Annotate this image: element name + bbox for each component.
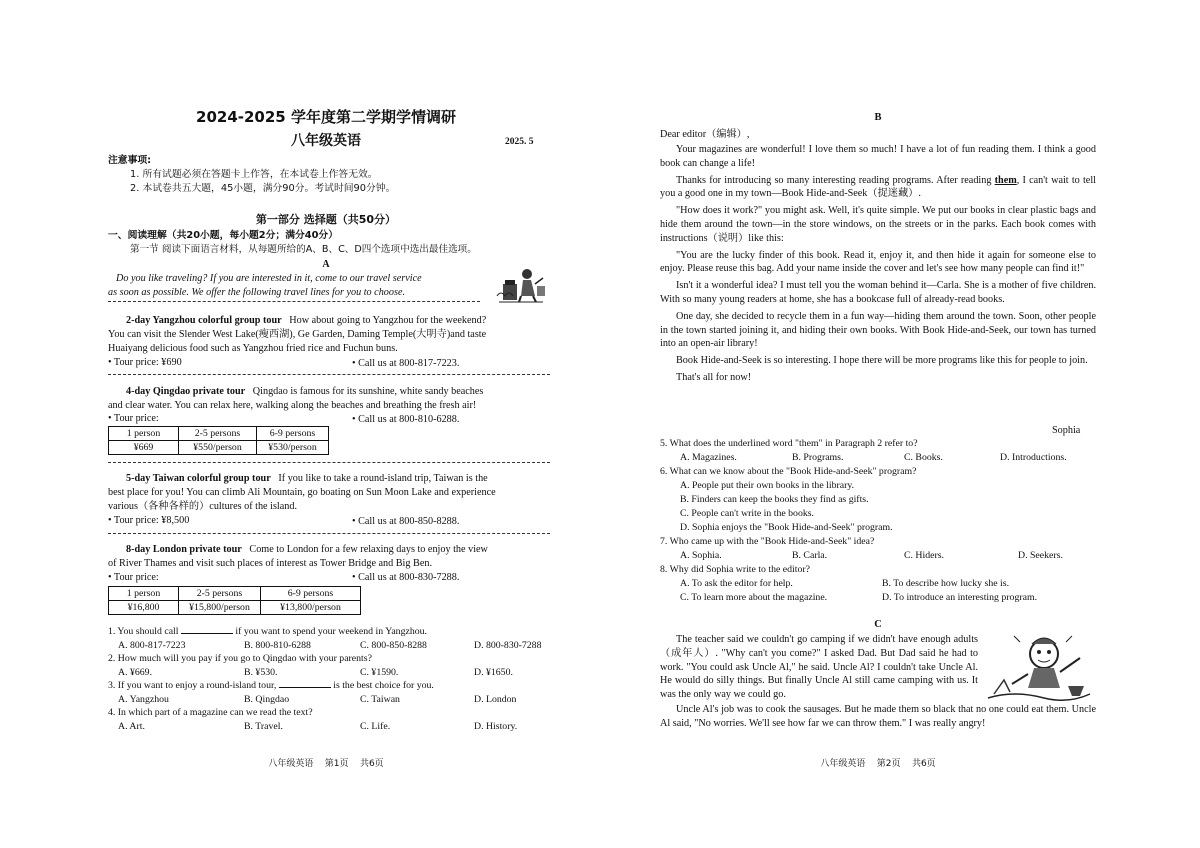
tour-qingdao-call: • Call us at 800-810-6288. [352, 414, 460, 425]
option-b[interactable]: B. Programs. [792, 452, 844, 463]
tour-qingdao-price-label: • Tour price: [108, 413, 159, 424]
page-footer: 八年级英语 第1页 共6页 [268, 759, 384, 769]
answer-blank [279, 679, 331, 688]
option-d[interactable]: D. London [474, 694, 517, 705]
question-3-text: 3. If you want to enjoy a round-island tour, [108, 680, 277, 691]
question-7-options [680, 549, 1063, 563]
divider-3 [108, 533, 550, 534]
page-2 [658, 0, 1098, 848]
table-cell: 6-9 persons [257, 427, 329, 441]
question-6-option-c[interactable]: C. People can't write in the books. [680, 508, 814, 519]
option-a[interactable]: A. To ask the editor for help. [680, 578, 793, 589]
underlined-word-them: them [994, 174, 1017, 186]
letter-signature: Sophia [1052, 425, 1081, 436]
paragraph-2-end: , I can't wait to tell you a good one in my town—Book Hide-and-Seek（捉迷藏）. [660, 174, 1096, 200]
question-4: 4. In which part of a magazine can we read the text? [108, 707, 313, 718]
tour-yangzhou-line-3: Huaiyang delicious food such as Yangzhou fried rice and Fuchun buns. [108, 342, 398, 354]
divider-2 [108, 462, 550, 463]
option-b[interactable]: B. To describe how lucky she is. [882, 578, 1010, 589]
table-cell: ¥530/person [257, 441, 329, 455]
tour-qingdao [108, 385, 548, 413]
table-cell: 1 person [109, 587, 179, 601]
option-a[interactable]: A. ¥669. [118, 667, 153, 678]
option-c[interactable]: C. ¥1590. [360, 667, 399, 678]
tour-london-call: • Call us at 800-830-7288. [352, 572, 460, 583]
table-header-row [109, 427, 329, 441]
question-5-options [680, 451, 1067, 465]
exam-date: 2025. 5 [505, 137, 534, 147]
table-row [109, 601, 361, 615]
tour-london [108, 543, 548, 571]
tour-yangzhou-price: • Tour price: ¥690 [108, 357, 182, 368]
section-one-instruction: 第一节 阅读下面语言材料，从每题所给的A、B、C、D四个选项中选出最佳选项。 [130, 244, 477, 255]
tour-taiwan-line-1: If you like to take a round-island trip, Taiwan is the [278, 473, 488, 484]
passage-c-paragraph-1: The teacher said we couldn't go camping if we didn't have enough adults（成年人）. "Why can't you come?" I asked Dad. But Dad said he had to work. "You could ask Uncle Al," he said. Uncle Al? I couldn't take Uncle Al. He would do silly things. But finally Uncle Al still came camping with us. It was the only way we could go. [660, 634, 978, 701]
traveler-illustration [495, 266, 547, 304]
question-1-options [118, 639, 541, 653]
notice-1: 1. 所有试题必须在答题卡上作答，在本试卷上作答无效。 [130, 169, 378, 180]
tour-yangzhou-line-1: How about going to Yangzhou for the weekend? [289, 315, 487, 326]
option-d[interactable]: D. ¥1650. [474, 667, 513, 678]
camping-illustration [984, 628, 1094, 704]
tour-yangzhou [108, 314, 548, 355]
tour-london-price-label: • Tour price: [108, 572, 159, 583]
question-3-options [118, 693, 516, 707]
table-cell: ¥15,800/person [179, 601, 261, 615]
table-cell: 2-5 persons [179, 427, 257, 441]
letter-paragraph-5: Isn't it a wonderful idea? I must tell you the woman behind it—Carla. She is a mother of five children. With so many young readers at home, she has a bookcase full of already-read books. [660, 280, 1096, 305]
letter-paragraph-7: Book Hide-and-Seek is so interesting. I hope there will be more programs like this for people to join. [676, 355, 1088, 367]
question-2: 2. How much will you pay if you go to Qingdao with your parents? [108, 653, 372, 664]
table-row [109, 441, 329, 455]
tour-taiwan-line-3: various（各种各样的）cultures of the island. [108, 500, 298, 512]
table-cell: 2-5 persons [179, 587, 261, 601]
table-cell: 1 person [109, 427, 179, 441]
question-4-options [118, 720, 517, 734]
option-b[interactable]: B. ¥530. [244, 667, 278, 678]
question-7: 7. Who came up with the "Book Hide-and-Seek" idea? [660, 536, 875, 547]
tour-london-name: 8-day London private tour [126, 544, 242, 555]
option-d[interactable]: D. Introductions. [1000, 452, 1067, 463]
section-one-heading: 一、阅读理解（共20小题，每小题2分；满分40分） [108, 230, 339, 241]
question-8-options-row-2 [680, 591, 1037, 605]
option-d[interactable]: D. History. [474, 721, 518, 732]
passage-c-label: C [874, 619, 882, 630]
table-cell: ¥669 [109, 441, 179, 455]
option-b[interactable]: B. 800-810-6288 [244, 640, 311, 651]
table-header-row [109, 587, 361, 601]
option-b[interactable]: B. Qingdao [244, 694, 290, 705]
question-1-text-end: if you want to spend your weekend in Yangzhou. [235, 626, 427, 637]
question-2-options [118, 666, 513, 680]
option-c[interactable]: C. 800-850-8288 [360, 640, 427, 651]
question-8: 8. Why did Sophia write to the editor? [660, 564, 811, 575]
exam-title: 2024-2025 学年度第二学期学情调研 [196, 108, 456, 126]
table-cell: 6-9 persons [261, 587, 361, 601]
tour-qingdao-line-1: Qingdao is famous for its sunshine, white sandy beaches [252, 386, 484, 397]
option-b[interactable]: B. Travel. [244, 721, 283, 732]
tour-taiwan [108, 472, 548, 513]
passage-c-paragraph-2: Uncle Al's job was to cook the sausages. But he made them so black that no one could eat them. Uncle Al said, "No worries. We'll see how far we can throw them." I was really angry! [660, 704, 1096, 729]
letter-paragraph-8: That's all for now! [676, 371, 752, 383]
option-d[interactable]: D. To introduce an interesting program. [882, 592, 1038, 603]
passage-b-label: B [874, 112, 882, 123]
tour-taiwan-call: • Call us at 800-850-8288. [352, 516, 460, 527]
option-a[interactable]: A. Yangzhou [118, 694, 169, 705]
letter-paragraph-2 [660, 174, 1096, 202]
intro-line-2: as soon as possible. We offer the following travel lines for you to choose. [108, 287, 406, 298]
question-3-text-end: is the best choice for you. [333, 680, 434, 691]
question-8-options-row-1 [680, 577, 1009, 591]
passage-a-label: A [322, 259, 330, 270]
tour-qingdao-line-2: and clear water. You can relax here, walking along the beaches and breathing the fresh air! [108, 399, 477, 411]
letter-paragraph-4: "You are the lucky finder of this book. Read it, enjoy it, and then hide it again for someone else to enjoy. Please reuse this bag. Add your name inside the cover and let's see how many people can find it!" [660, 249, 1096, 275]
notice-2: 2. 本试卷共五大题，45小题，满分90分。考试时间90分钟。 [130, 183, 396, 194]
tour-taiwan-name: 5-day Taiwan colorful group tour [126, 473, 271, 484]
question-6-option-d[interactable]: D. Sophia enjoys the "Book Hide-and-Seek" program. [680, 522, 893, 533]
tour-london-price-table [108, 586, 361, 615]
option-b[interactable]: B. Carla. [792, 550, 828, 561]
tour-london-line-1: Come to London for a few relaxing days to enjoy the view [249, 544, 488, 555]
paragraph-2-start: Thanks for introducing so many interesting reading programs. After reading [676, 174, 995, 186]
letter-body [660, 143, 1096, 385]
intro-line-1: Do you like traveling? If you are interested in it, come to our travel service [116, 273, 422, 284]
question-3 [108, 679, 434, 692]
table-cell: ¥550/person [179, 441, 257, 455]
option-d[interactable]: D. 800-830-7288 [474, 640, 542, 651]
option-c[interactable]: C. Hiders. [904, 550, 945, 561]
tour-qingdao-name: 4-day Qingdao private tour [126, 386, 246, 397]
question-6-option-a[interactable]: A. People put their own books in the library. [680, 480, 855, 491]
page-footer: 八年级英语 第2页 共6页 [820, 759, 936, 769]
option-d[interactable]: D. Seekers. [1018, 550, 1063, 561]
question-1-text: 1. You should call [108, 626, 179, 637]
letter-paragraph-3: "How does it work?" you might ask. Well, it's quite simple. We put our books in clear plastic bags and hide them around the town—in the store windows, on the streets or in the parks. Each book comes with instructions（说明）like this: [660, 205, 1096, 244]
tour-yangzhou-line-2: You can visit the Slender West Lake(瘦西湖), Ge Garden, Daming Temple(大明寺)and taste [108, 328, 487, 340]
answer-blank [181, 625, 233, 634]
question-6-option-b[interactable]: B. Finders can keep the books they find as gifts. [680, 494, 869, 505]
option-c[interactable]: C. Life. [360, 721, 391, 732]
tour-london-line-2: of River Thames and visit such places of interest as Tower Bridge and Big Ben. [108, 557, 432, 569]
question-6: 6. What can we know about the "Book Hide-and-Seek" program? [660, 466, 917, 477]
intro-divider [108, 301, 480, 302]
exam-subtitle: 八年级英语 [291, 133, 361, 149]
page-1 [100, 0, 552, 848]
tour-taiwan-price: • Tour price: ¥8,500 [108, 515, 190, 526]
tour-qingdao-price-table [108, 426, 329, 455]
option-c[interactable]: C. Books. [904, 452, 943, 463]
part-one-heading: 第一部分 选择题（共50分） [255, 213, 397, 226]
option-c[interactable]: C. Taiwan [360, 694, 400, 705]
notice-heading: 注意事项: [108, 155, 152, 166]
option-a[interactable]: A. Magazines. [680, 452, 737, 463]
divider-1 [108, 374, 550, 375]
option-c[interactable]: C. To learn more about the magazine. [680, 592, 828, 603]
question-5: 5. What does the underlined word "them" in Paragraph 2 refer to? [660, 438, 918, 449]
tour-yangzhou-name: 2-day Yangzhou colorful group tour [126, 315, 282, 326]
tour-yangzhou-call: • Call us at 800-817-7223. [352, 358, 460, 369]
tour-taiwan-line-2: best place for you! You can climb Ali Mountain, go boating on Sun Moon Lake and experience [108, 486, 496, 498]
letter-paragraph-1: Your magazines are wonderful! I love them so much! I have a lot of fun reading them. I think a good book can change a life! [660, 144, 1096, 169]
option-a[interactable]: A. 800-817-7223 [118, 640, 186, 651]
option-a[interactable]: A. Art. [118, 721, 145, 732]
letter-salutation: Dear editor（编辑）, [660, 129, 750, 140]
question-1 [108, 625, 427, 638]
table-cell: ¥16,800 [109, 601, 179, 615]
option-a[interactable]: A. Sophia. [680, 550, 722, 561]
letter-paragraph-6: One day, she decided to recycle them in a fun way—hiding them around the town. Soon, other people in the town started joining it, and hiding their own books. With Book Hide-and-Seek, our town has turned into an open-air library! [660, 310, 1096, 350]
table-cell: ¥13,800/person [261, 601, 361, 615]
